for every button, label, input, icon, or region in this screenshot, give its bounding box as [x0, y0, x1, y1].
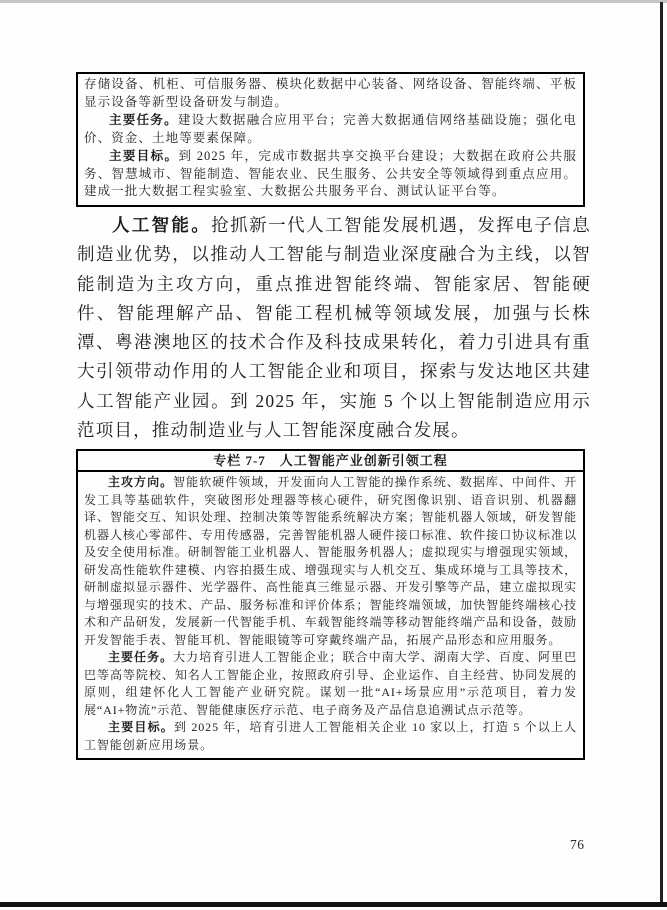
paragraph-text: 智能软硬件领域，开发面向人工智能的操作系统、数据库、中间件、开发工具等基础软件，突破图形处理器等核心硬件，研究图像识别、语音识别、机器翻译、智能交互、知识处理、控制决策等智能系统解决方案；智能机器人领域，研发智能机器人核心零部件、专用传感器，完善智能机器人硬件接口标准、软件接口协议标准以及安全使用标准。研制智能工业机器人、智能服务机器人；虚拟现实与增强现实领域，研发高性能软件建模、内容拍摄生成、增强现实与人机交互、集成环境与工具等技术，研制虚拟显示器件、光学器件、高性能真三维显示器、开发引擎等产品，建立虚拟现实与增强现实的技术、产品、服务标准和评价体系；智能终端领域，加快智能终端核心技术和产品研发，发展新一代智能手机、车载智能终端等移动智能终端产品和设备，鼓励开发智能手表、智能耳机、智能眼镜等可穿戴终端产品，拓展产品形态和应用服务。	[84, 475, 577, 647]
paragraph-text: 到 2025 年，完成市数据共享交换平台建设；大数据在政府公共服务、智慧城市、智能制造、智能农业、民生服务、公共安全等领域得到重点应用。建成一批大数据工程实验室、大数据公共服务平台、测试认证平台等。	[84, 148, 577, 199]
big-data-project-box	[76, 72, 585, 207]
box-title: 专栏 7-7 人工智能产业创新引领工程	[78, 451, 583, 472]
paragraph-text: 存储设备、机柜、可信服务器、模块化数据中心装备、网络设备、智能终端、平板显示设备等新型设备研发与制造。	[84, 77, 577, 109]
scan-edge-bottom	[0, 902, 667, 907]
paragraph-lead: 主要目标。	[108, 720, 174, 734]
box-paragraph	[84, 649, 577, 719]
ai-body-paragraph	[77, 211, 591, 445]
paragraph-lead: 人工智能。	[112, 215, 212, 235]
box-paragraph	[84, 112, 577, 148]
page-number: 76	[570, 837, 585, 852]
scan-edge-right	[660, 2, 663, 907]
paragraph-text: 大力培育引进人工智能企业；联合中南大学、湖南大学、百度、阿里巴巴等高等院校、知名人工智能企业，按照政府引导、企业运作、自主经营、协同发展的原则，组建怀化人工智能产业研究院。谋划一批“AI+场景应用”示范项目，着力发展“AI+物流”示范、智能健康医疗示范、电子商务及产品信息追溯试点示范等。	[84, 650, 577, 717]
paragraph-lead: 主攻方向。	[108, 475, 174, 489]
paragraph-lead: 主要任务。	[109, 112, 178, 127]
big-data-box-body	[78, 74, 583, 205]
paragraph-text: 建设大数据融合应用平台；完善大数据通信网络基础设施；强化电价、资金、土地等要素保障。	[84, 112, 577, 145]
box-paragraph	[84, 719, 577, 754]
paragraph-lead: 主要任务。	[108, 650, 174, 664]
box-paragraph	[84, 474, 577, 649]
box-paragraph	[84, 148, 577, 202]
scan-edge-top	[0, 0, 667, 3]
ai-box-body	[78, 472, 583, 758]
paragraph-lead: 主要目标。	[109, 148, 179, 163]
paragraph-text: 到 2025 年，培育引进人工智能相关企业 10 家以上，打造 5 个以上人工智能创新应用场景。	[84, 720, 577, 752]
ai-project-box	[76, 449, 585, 760]
paragraph-text: 抢抓新一代人工智能发展机遇，发挥电子信息制造业优势，以推动人工智能与制造业深度融合为主线，以智能制造为主攻方向，重点推进智能终端、智能家居、智能硬件、智能理解产品、智能工程机械等领域发展，加强与长株潭、粤港澳地区的技术合作及科技成果转化，着力引进具有重大引领带动作用的人工智能企业和项目，探索与发达地区共建人工智能产业园。到 2025 年，实施 5 个以上智能制造应用示范项目，推动制造业与人工智能深度融合发展。	[77, 215, 591, 441]
box-paragraph	[84, 76, 577, 112]
